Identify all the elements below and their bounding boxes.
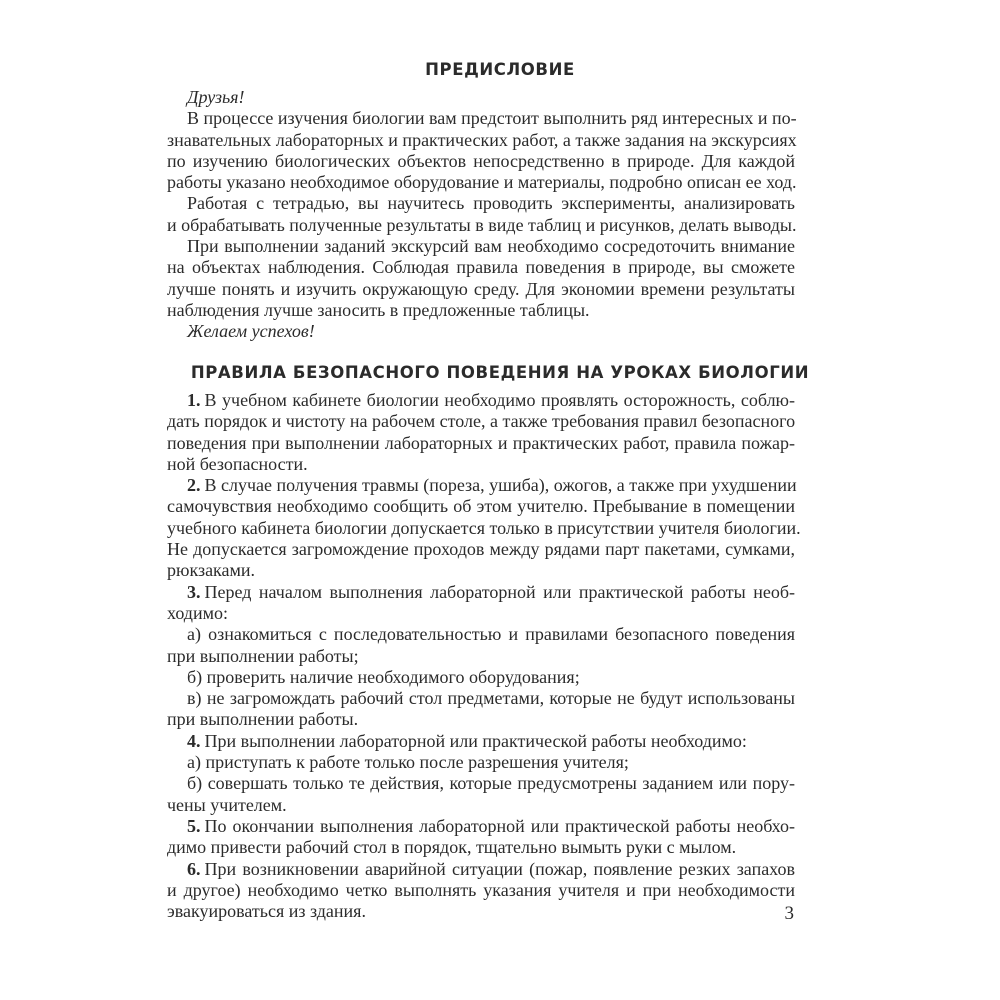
foreword-text (167, 87, 795, 343)
rule-number: 5. (187, 815, 201, 836)
rule-line: чены учителем. (167, 794, 287, 815)
rule-line: 3. Перед началом выполнения лабораторной или практической работы необ- (187, 581, 795, 602)
rule-line: самочувствия необходимо сообщить об этом учителю. Пребывание в помещении (167, 496, 795, 517)
rules-title: ПРАВИЛА БЕЗОПАСНОГО ПОВЕДЕНИЯ НА УРОКАХ БИОЛОГИИ (190, 363, 810, 382)
foreword-line: работы указано необходимое оборудование и материалы, подробно описан ее ход. (167, 172, 797, 193)
rule-line: 4. При выполнении лабораторной или практической работы необходимо: (187, 730, 747, 751)
rule-number: 1. (187, 390, 201, 410)
rule-line: а) ознакомиться с последовательностью и правилами безопасного поведения (187, 624, 795, 645)
foreword-closing: Желаем успехов! (187, 321, 315, 342)
rule-line: при выполнении работы; (167, 645, 359, 666)
rule-line: ходимо: (167, 602, 228, 623)
rules-text (167, 390, 801, 922)
rule-line: рюкзаками. (167, 560, 256, 581)
foreword-line: наблюдения лучше заносить в предложенные таблицы. (167, 299, 590, 320)
foreword-title: ПРЕДИСЛОВИЕ (425, 60, 575, 79)
rule-line: эвакуироваться из здания. (167, 901, 366, 922)
rule-number: 6. (187, 858, 201, 879)
rule-line: а) приступать к работе только после разрешения учителя; (187, 752, 629, 773)
page-number: 3 (784, 903, 794, 924)
rule-line: б) проверить наличие необходимого оборудования; (187, 666, 580, 687)
rule-line: Не допускается загромождение проходов между рядами парт пакетами, сумками, (167, 539, 795, 560)
foreword-line: на объектах наблюдения. Соблюдая правила поведения в природе, вы сможете (167, 257, 795, 278)
foreword-line: лучше понять и изучить окружающую среду. Для экономии времени результаты (167, 278, 795, 299)
rule-number: 3. (187, 581, 201, 602)
foreword-line: знавательных лабораторных и практических работ, а также задания на экскурсиях (167, 129, 797, 150)
rule-line: в) не загромождать рабочий стол предметами, которые не будут использованы (187, 688, 795, 709)
rule-line: учебного кабинета биологии допускается только в присутствии учителя биологии. (167, 517, 801, 538)
rule-line: при выполнении работы. (167, 709, 359, 730)
foreword-line: При выполнении заданий экскурсий вам необходимо сосредоточить внимание (187, 236, 795, 257)
rule-number: 2. (187, 475, 201, 496)
rule-line: 6. При возникновении аварийной ситуации (пожар, появление резких запахов (187, 858, 795, 879)
rule-line: ной безопасности. (167, 453, 308, 474)
foreword-line: и обрабатывать полученные результаты в виде таблиц и рисунков, делать выводы. (167, 214, 797, 235)
rule-line: 2. В случае получения травмы (пореза, ушиба), ожогов, а также при ухудшении (187, 475, 797, 496)
foreword-line: Работая с тетрадью, вы научитесь проводить эксперименты, анализировать (187, 193, 795, 214)
rule-number: 4. (187, 730, 201, 751)
rule-line: 5. По окончании выполнения лабораторной или практической работы необхо- (187, 815, 795, 836)
rule-line: и другое) необходимо четко выполнять указания учителя и при необходимости (167, 879, 795, 900)
rule-line: димо привести рабочий стол в порядок, тщательно вымыть руки с мылом. (167, 837, 737, 858)
rule-line: поведения при выполнении лабораторных и практических работ, правила пожар- (167, 432, 795, 453)
foreword-line: по изучению биологических объектов непосредственно в природе. Для каждой (167, 150, 795, 171)
rule-line: б) совершать только те действия, которые предусмотрены заданием или пору- (187, 773, 795, 794)
foreword-salutation: Друзья! (187, 87, 245, 107)
rule-line: 1. В учебном кабинете биологии необходимо проявлять осторожность, соблю- (187, 390, 795, 410)
foreword-line: В процессе изучения биологии вам предстоит выполнить ряд интересных и по- (187, 108, 797, 129)
rule-line: дать порядок и чистоту на рабочем столе, а также требования правил безопасного (167, 411, 796, 432)
